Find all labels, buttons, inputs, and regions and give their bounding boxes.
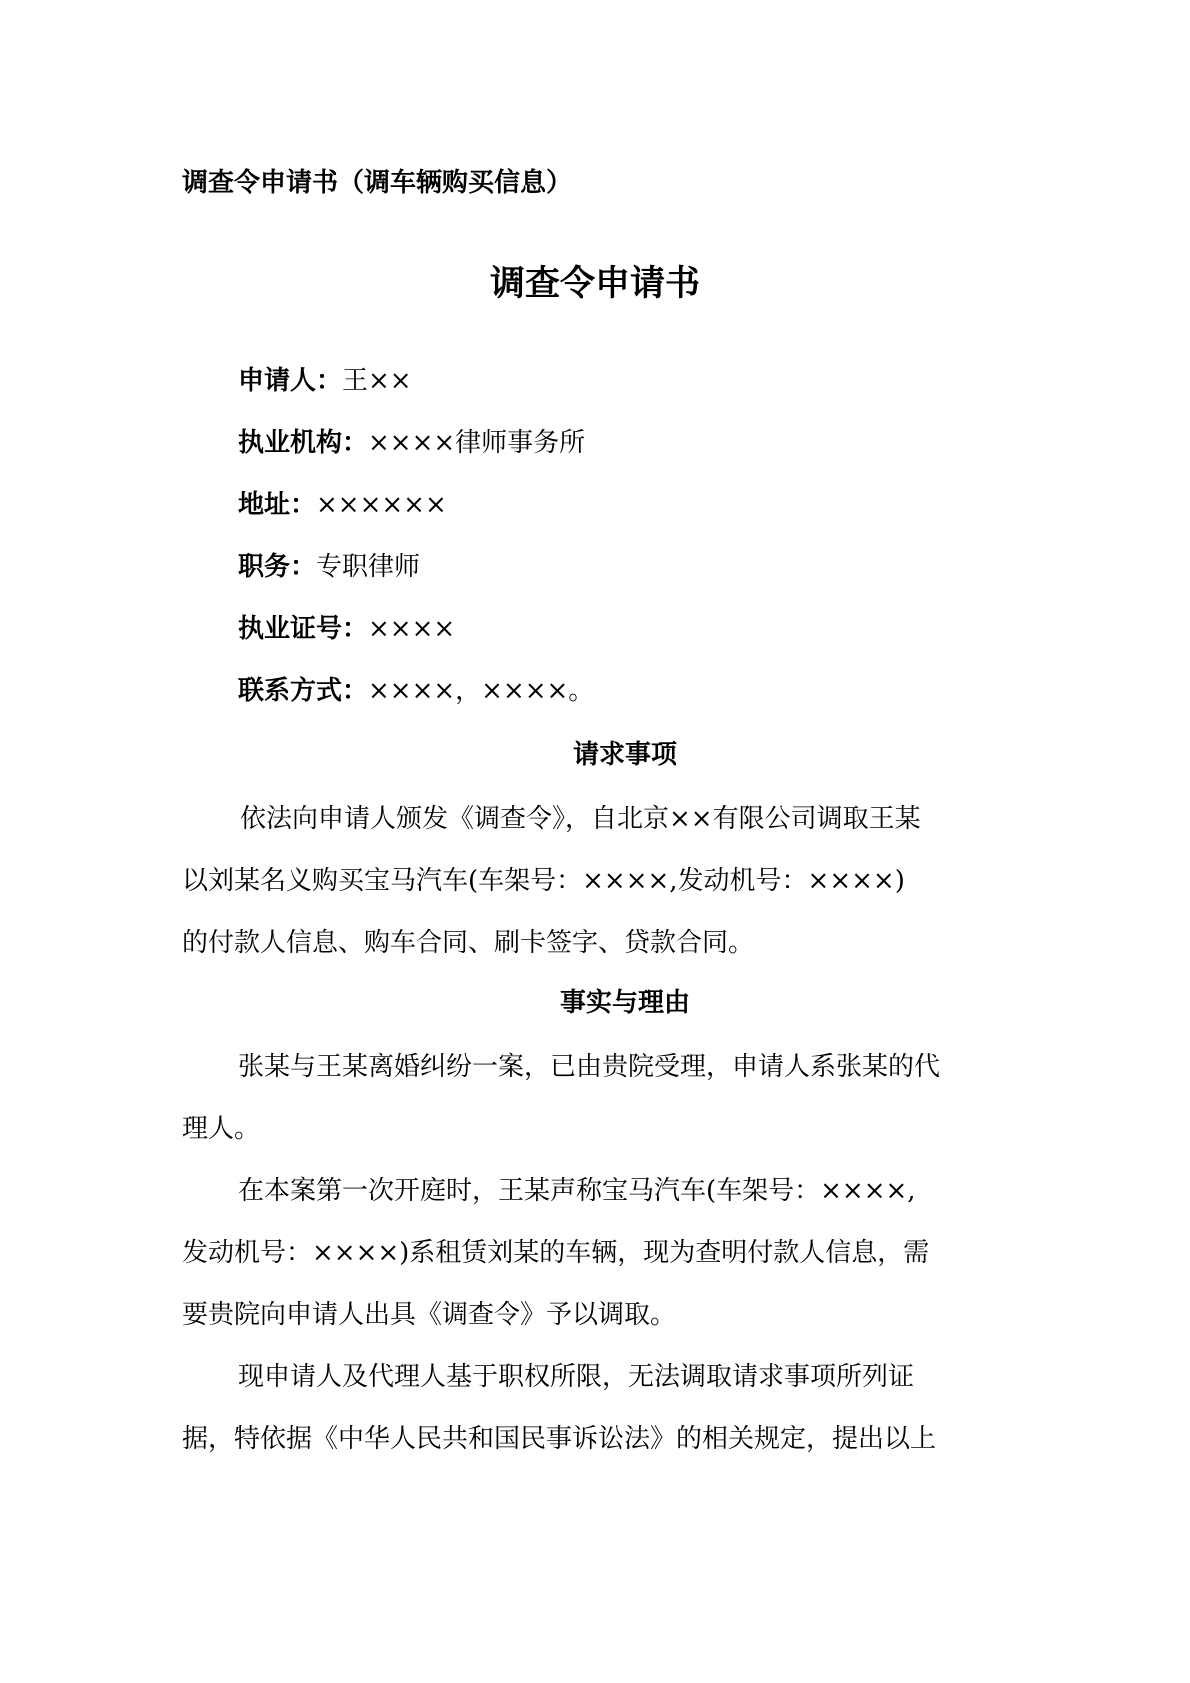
request-line: 依法向申请人颁发《调查令》，自北京××有限公司调取王某 xyxy=(240,804,921,834)
address-label: 地址： xyxy=(238,490,317,520)
address-field xyxy=(238,492,447,518)
applicant-label: 申请人： xyxy=(238,366,343,396)
applicant-field xyxy=(238,368,412,394)
contact-field xyxy=(238,678,594,704)
institution-value: ××××律师事务所 xyxy=(368,428,586,458)
request-line: 的付款人信息、购车合同、刷卡签字、贷款合同。 xyxy=(182,928,755,958)
facts-line: 张某与王某离婚纠纷一案，已由贵院受理，申请人系张某的代 xyxy=(238,1052,941,1082)
facts-line: 理人。 xyxy=(182,1114,261,1144)
license-number-label: 执业证号： xyxy=(238,614,369,644)
applicant-value: 王×× xyxy=(342,366,412,396)
document-header-title: 调查令申请书（调车辆购买信息） xyxy=(182,168,573,198)
license-number-value: ×××× xyxy=(368,614,456,644)
facts-paragraph-2 xyxy=(182,1160,1014,1346)
position-value: 专职律师 xyxy=(316,552,421,582)
request-section-heading: 请求事项 xyxy=(572,740,677,770)
license-number-field xyxy=(238,616,455,642)
facts-line: 在本案第一次开庭时，王某声称宝马汽车(车架号：××××, xyxy=(238,1176,916,1206)
facts-paragraph-1 xyxy=(182,1036,1014,1160)
address-value: ×××××× xyxy=(316,490,447,520)
position-label: 职务： xyxy=(238,552,317,582)
facts-line: 现申请人及代理人基于职权所限，无法调取请求事项所列证 xyxy=(238,1362,915,1392)
document-title: 调查令申请书 xyxy=(489,263,700,304)
institution-field xyxy=(238,430,585,456)
facts-line: 据，特依据《中华人民共和国民事诉讼法》的相关规定，提出以上 xyxy=(182,1424,937,1454)
facts-paragraph-3 xyxy=(182,1346,1014,1470)
facts-line: 要贵院向申请人出具《调查令》予以调取。 xyxy=(182,1300,677,1330)
facts-line: 发动机号：××××)系租赁刘某的车辆，现为查明付款人信息，需 xyxy=(182,1238,930,1268)
contact-value: ××××，××××。 xyxy=(368,676,595,706)
facts-section-heading: 事实与理由 xyxy=(559,988,690,1018)
position-field xyxy=(238,554,420,580)
request-paragraph xyxy=(182,788,1014,974)
request-line: 以刘某名义购买宝马汽车(车架号：××××,发动机号：××××) xyxy=(182,866,905,896)
institution-label: 执业机构： xyxy=(238,428,369,458)
contact-label: 联系方式： xyxy=(238,676,369,706)
